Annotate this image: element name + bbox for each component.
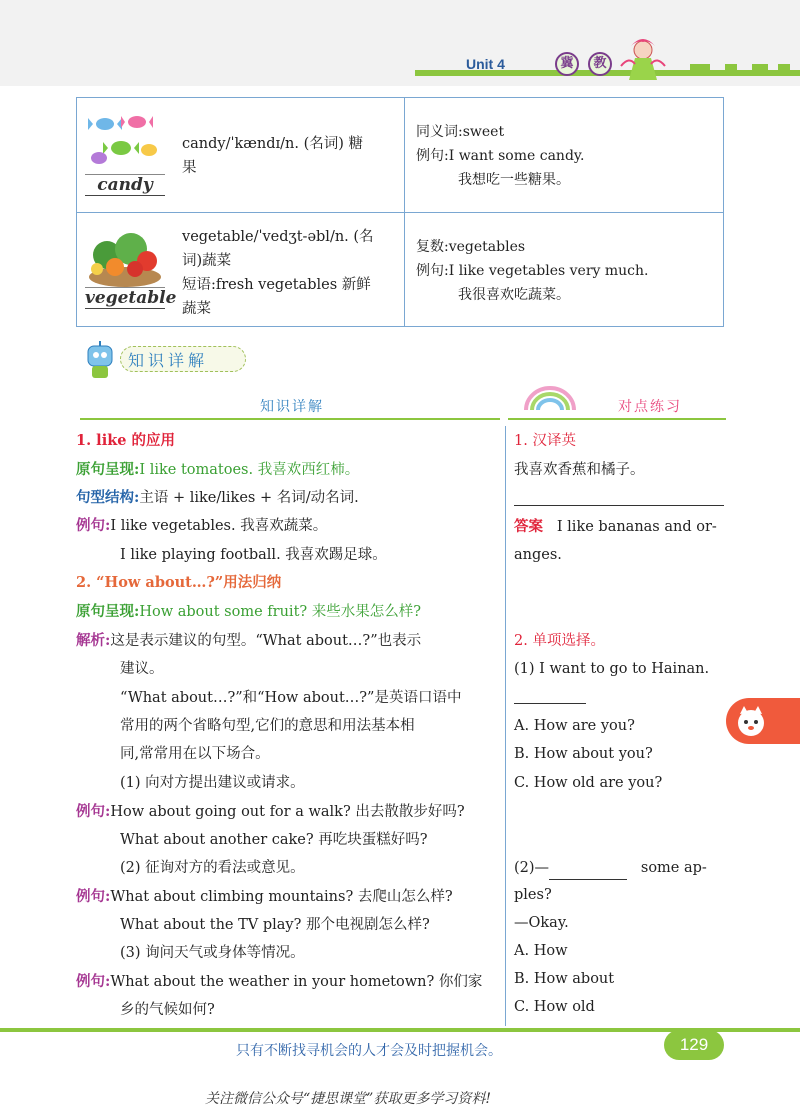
answer-line: anges. — [514, 547, 562, 563]
heading-how-about: 2. “How about…?”用法归纳 — [76, 574, 282, 591]
column-divider — [505, 426, 506, 1026]
label: 例句: — [76, 803, 111, 820]
answer-line — [514, 516, 717, 538]
text-line: (2) 征询对方的看法或意见。 — [120, 860, 305, 876]
definition-line: vegetable/ˈvedʒt-əbl/n. (名 — [182, 229, 374, 245]
option-a: A. How are you? — [514, 718, 635, 734]
synonym-line: 同义词:sweet — [416, 124, 505, 140]
example-line: 例句:I want some candy. — [416, 148, 585, 164]
label: 例句: — [76, 973, 111, 990]
text-line: What about another cake? 再吃块蛋糕好吗? — [120, 832, 428, 848]
label: 例句: — [76, 517, 111, 534]
badge-jiao: 教 — [588, 52, 612, 76]
left-column-title: 知识详解 — [260, 399, 324, 415]
question-2-title: 2. 单项选择。 — [514, 633, 605, 649]
question-2-1: (1) I want to go to Hainan. — [514, 661, 710, 677]
example-line: 例句:I like vegetables very much. — [416, 263, 649, 279]
text-line — [76, 886, 453, 908]
side-tab — [726, 698, 800, 744]
question-2-2-cont: ples? — [514, 887, 552, 903]
section-title — [80, 340, 250, 374]
question-suffix: some ap- — [640, 860, 707, 876]
option-c: C. How old are you? — [514, 775, 663, 791]
text-line: (3) 询问天气或身体等情况。 — [120, 945, 305, 961]
content: What about the weather in your hometown? 你们家 — [110, 974, 483, 990]
header-dash — [778, 64, 790, 70]
candy-icon — [85, 106, 165, 176]
content: How about some fruit? 来些水果怎么样? — [139, 604, 422, 620]
right-column-title: 对点练习 — [618, 399, 682, 415]
vegetable-word: vegetable — [85, 288, 177, 308]
vocab-row — [77, 98, 723, 213]
section-title-text: 知识详解 — [128, 351, 209, 370]
watermark-text: 关注微信公众号“捷思课堂”获取更多学习资料! — [205, 1091, 491, 1107]
header-dash — [725, 64, 737, 70]
rainbow-icon — [520, 386, 580, 412]
candy-definition — [182, 132, 397, 180]
text-line: 常用的两个省略句型,它们的意思和用法基本相 — [120, 718, 415, 734]
option-b: B. How about — [514, 971, 615, 987]
question-1-title: 1. 汉译英 — [514, 433, 576, 449]
answer-blank-line[interactable] — [514, 703, 586, 704]
candy-notes — [416, 120, 716, 192]
content: How about going out for a walk? 出去散散步好吗? — [110, 804, 465, 820]
vegetable-picture — [85, 219, 177, 309]
text-line — [76, 487, 359, 509]
translation-line: 我很喜欢吃蔬菜。 — [458, 287, 570, 303]
answer-blank[interactable] — [549, 857, 627, 880]
text-line: (1) 向对方提出建议或请求。 — [120, 775, 305, 791]
vegetable-icon — [85, 219, 165, 289]
translation-line: 我想吃一些糖果。 — [458, 172, 570, 188]
candy-picture — [85, 106, 165, 196]
phrase-line: 短语:fresh vegetables 新鲜 — [182, 277, 371, 293]
content: 主语 + like/likes + 名词/动名词. — [139, 490, 359, 506]
badge-ji: 冀 — [555, 52, 579, 76]
content: I like tomatoes. 我喜欢西红柿。 — [139, 462, 360, 478]
question-2-2 — [514, 857, 707, 880]
vocab-row — [77, 213, 723, 326]
label: 例句: — [76, 888, 111, 905]
option-a: A. How — [514, 943, 568, 959]
answer-label: 答案 — [514, 518, 543, 535]
text-line: 乡的气候如何? — [120, 1002, 215, 1018]
content: I like vegetables. 我喜欢蔬菜。 — [110, 518, 328, 534]
text-line: 建议。 — [120, 661, 164, 677]
content: 这是表示建议的句型。“What about…?”也表示 — [110, 633, 422, 649]
candy-word: candy — [85, 174, 165, 196]
unit-label: Unit 4 — [466, 56, 505, 72]
footer-motto: 只有不断找寻机会的人才会及时把握机会。 — [236, 1043, 502, 1059]
fairy-icon — [613, 36, 673, 86]
cat-icon — [734, 704, 768, 738]
label: 原句呈现: — [76, 603, 140, 620]
definition-line: 词)蔬菜 — [182, 253, 232, 269]
question-prefix: (2)— — [514, 860, 550, 876]
label: 原句呈现: — [76, 461, 140, 478]
text-line: I like playing football. 我喜欢踢足球。 — [120, 547, 387, 563]
page-number: 129 — [664, 1030, 724, 1060]
text-line: “What about…?”和“How about…?”是英语口语中 — [120, 690, 462, 706]
label: 句型结构: — [76, 489, 140, 506]
question-1-text: 我喜欢香蕉和橘子。 — [514, 462, 645, 478]
answer-blank-line[interactable] — [514, 505, 724, 506]
label: 解析: — [76, 632, 111, 649]
definition-line: 果 — [182, 160, 197, 176]
robot-icon — [80, 340, 120, 380]
question-2-2-reply: —Okay. — [514, 915, 569, 931]
text-line: 同,常常用在以下场合。 — [120, 746, 270, 762]
text-line — [76, 515, 327, 537]
option-c: C. How old — [514, 999, 595, 1015]
definition-line: candy/ˈkændɪ/n. (名词) 糖 — [182, 136, 363, 152]
text-line — [76, 601, 421, 623]
text-line — [76, 459, 359, 481]
vegetable-definition — [182, 225, 397, 321]
vocab-table — [76, 97, 724, 327]
text-line — [76, 971, 482, 993]
text-line — [76, 630, 421, 652]
plural-line: 复数:vegetables — [416, 239, 526, 255]
vegetable-notes — [416, 235, 716, 307]
heading-like: 1. like 的应用 — [76, 432, 176, 449]
header-dash — [752, 64, 768, 70]
phrase-line: 蔬菜 — [182, 301, 211, 317]
left-column-header — [80, 390, 500, 420]
option-b: B. How about you? — [514, 746, 653, 762]
text-line — [76, 801, 465, 823]
header-dash — [690, 64, 710, 70]
answer-text: I like bananas and or- — [556, 519, 717, 535]
text-line: What about the TV play? 那个电视剧怎么样? — [120, 917, 430, 933]
content: What about climbing mountains? 去爬山怎么样? — [110, 889, 453, 905]
